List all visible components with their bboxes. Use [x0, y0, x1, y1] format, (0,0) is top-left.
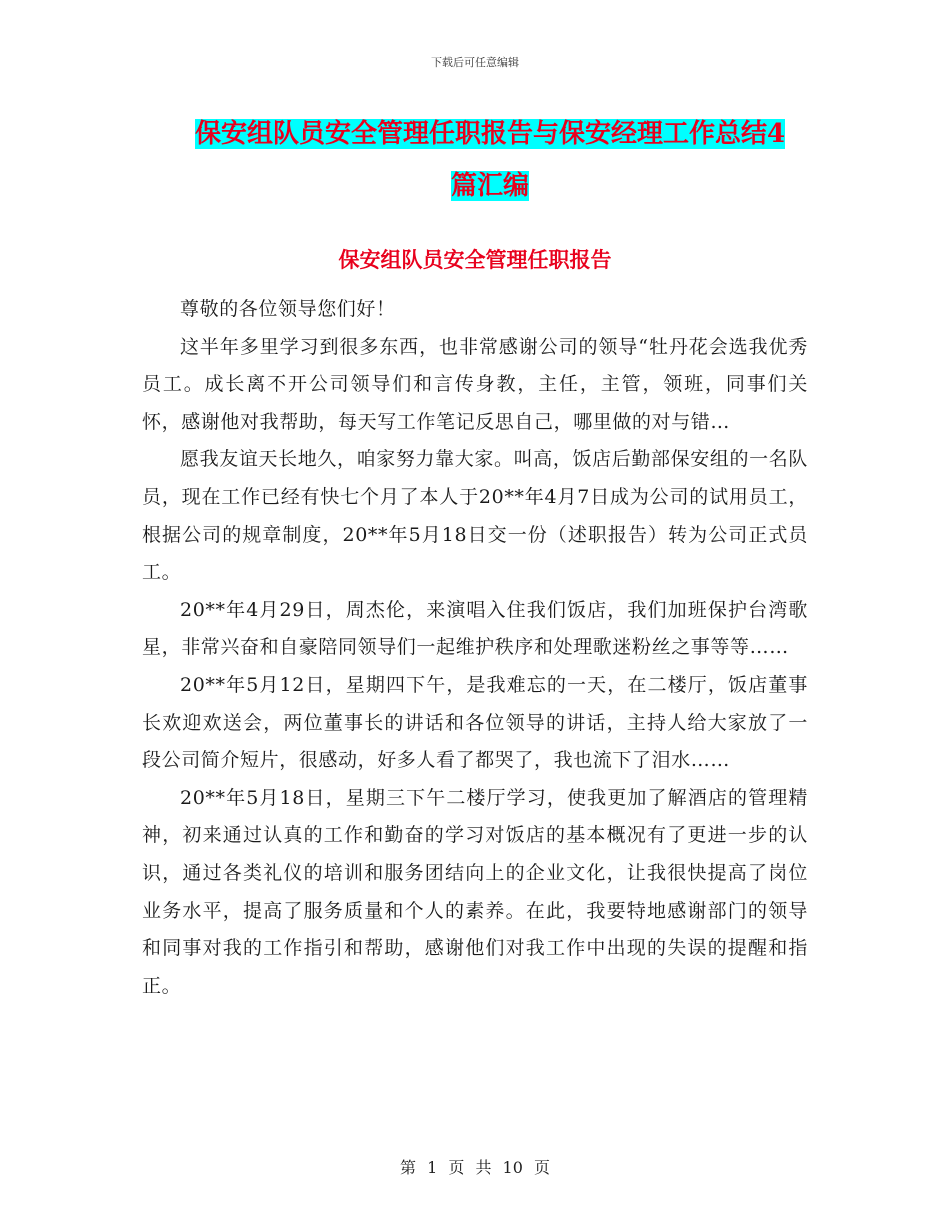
- paragraph: 20**年5月18日，星期三下午二楼厅学习，使我更加了解酒店的管理精神，初来通过认真的工作和勤奋的学习对饭店的基本概况有了更进一步的认识，通过各类礼仪的培训和服务团结向上的企业文化，让我很快提高了岗位业务水平，提高了服务质量和个人的素养。在此，我要特地感谢部门的领导和同事对我的工作指引和帮助，感谢他们对我工作中出现的失误的提醒和指正。: [142, 786, 808, 997]
- paragraph: 愿我友谊天长地久，咱家努力靠大家。叫高，饭店后勤部保安组的一名队员，现在工作已经有快七个月了本人于20**年4月7日成为公司的试用员工，根据公司的规章制度，20**年5月18日交一份（述职报告）转为公司正式员工。: [142, 448, 808, 584]
- paragraph: 20**年5月12日，星期四下午，是我难忘的一天，在二楼厅，饭店董事长欢迎欢送会，两位董事长的讲话和各位领导的讲话，主持人给大家放了一段公司简介短片，很感动，好多人看了都哭了，我也流下了泪水……: [142, 673, 808, 772]
- document-title-line-1: 保安组队员安全管理任职报告与保安经理工作总结4: [194, 119, 786, 149]
- page-indicator: 第 1 页 共 10 页: [400, 1158, 550, 1177]
- document-title-line-2: 篇汇编: [450, 171, 529, 201]
- paragraph: 20**年4月29日，周杰伦，来演唱入住我们饭店，我们加班保护台湾歌星，非常兴奋和自豪陪同领导们一起维护秩序和处理歌迷粉丝之事等等……: [142, 598, 808, 659]
- document-title: [140, 108, 840, 212]
- body-text: [142, 291, 808, 1005]
- paragraph: 这半年多里学习到很多东西，也非常感谢公司的领导“牡丹花会选我优秀员工。成长离不开公司领导们和言传身教，主任，主管，领班，同事们关怀，感谢他对我帮助，每天写工作笔记反思自己，哪里做的对与错…: [142, 335, 808, 433]
- paragraph: 尊敬的各位领导您们好！: [180, 298, 396, 320]
- section-title: 保安组队员安全管理任职报告: [338, 247, 612, 272]
- header-note: 下载后可任意编辑: [431, 56, 519, 69]
